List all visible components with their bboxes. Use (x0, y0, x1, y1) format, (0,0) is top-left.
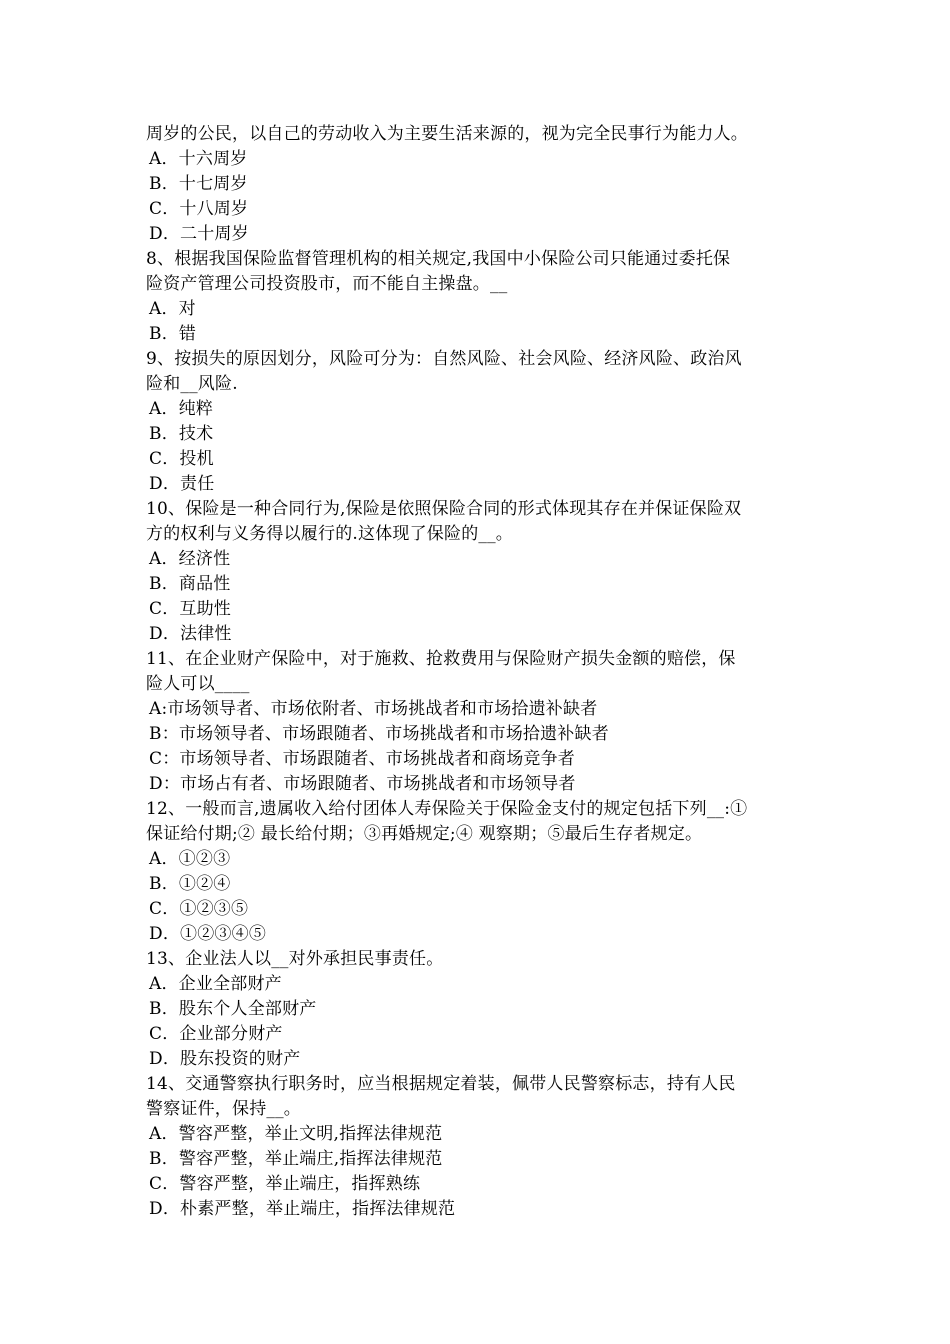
option: D．责任 (149, 474, 215, 494)
option: B．错 (149, 324, 197, 344)
option: D：市场占有者、市场跟随者、市场挑战者和市场领导者 (149, 774, 576, 794)
question-10-stem: 10、保险是一种合同行为,保险是依照保险合同的形式体现其存在并保证保险双 (146, 499, 742, 519)
intro-line: 周岁的公民，以自己的劳动收入为主要生活来源的，视为完全民事行为能力人。 (146, 124, 748, 144)
document-page (146, 122, 811, 1222)
option: A．对 (149, 299, 196, 319)
option: B．股东个人全部财产 (149, 999, 317, 1019)
question-10-stem: 方的权利与义务得以履行的.这体现了保险的__。 (146, 524, 514, 544)
question-12-stem: 保证给付期;② 最长给付期；③再婚规定;④ 观察期；⑤最后生存者规定。 (146, 824, 703, 844)
option: B．商品性 (149, 574, 231, 594)
option: A．警容严整，举止文明,指挥法律规范 (149, 1124, 443, 1144)
option: A．①②③ (149, 849, 231, 869)
option: C．①②③⑤ (149, 899, 249, 919)
question-11-stem: 11、在企业财产保险中，对于施救、抢救费用与保险财产损失金额的赔偿，保 (146, 649, 736, 669)
option: A．十六周岁 (149, 149, 248, 169)
option: B．①②④ (149, 874, 231, 894)
option: D．股东投资的财产 (149, 1049, 301, 1069)
option: C．警容严整，举止端庄，指挥熟练 (149, 1174, 421, 1194)
option: A:市场领导者、市场依附者、市场挑战者和市场拾遗补缺者 (149, 699, 598, 719)
question-12-stem: 12、一般而言,遗属收入给付团体人寿保险关于保险金支付的规定包括下列__:① (146, 799, 748, 819)
option: C．投机 (149, 449, 214, 469)
option: C：市场领导者、市场跟随者、市场挑战者和商场竞争者 (149, 749, 576, 769)
option: C．互助性 (149, 599, 232, 619)
option: C．企业部分财产 (149, 1024, 283, 1044)
option: D．二十周岁 (149, 224, 249, 244)
option: B．技术 (149, 424, 214, 444)
option: A．纯粹 (149, 399, 214, 419)
option: D．朴素严整，举止端庄，指挥法律规范 (149, 1199, 456, 1219)
question-8-stem: 8、根据我国保险监督管理机构的相关规定,我国中小保险公司只能通过委托保 (146, 249, 731, 269)
question-9-stem: 9、按损失的原因划分，风险可分为：自然风险、社会风险、经济风险、政治风 (146, 349, 742, 369)
question-14-stem: 14、交通警察执行职务时，应当根据规定着装，佩带人民警察标志，持有人民 (146, 1074, 736, 1094)
question-8-stem: 险资产管理公司投资股市，而不能自主操盘。__ (146, 274, 508, 294)
option: A．经济性 (149, 549, 231, 569)
option: A．企业全部财产 (149, 974, 282, 994)
question-13-stem: 13、企业法人以__对外承担民事责任。 (146, 949, 444, 969)
option: D．①②③④⑤ (149, 924, 267, 944)
option: C．十八周岁 (149, 199, 249, 219)
option: B．警容严整，举止端庄,指挥法律规范 (149, 1149, 443, 1169)
option: D．法律性 (149, 624, 232, 644)
question-9-stem: 险和__风险. (146, 374, 238, 394)
option: B．十七周岁 (149, 174, 248, 194)
question-11-stem: 险人可以____ (146, 674, 250, 694)
option: B：市场领导者、市场跟随者、市场挑战者和市场拾遗补缺者 (149, 724, 609, 744)
question-14-stem: 警察证件，保持__。 (146, 1099, 301, 1119)
